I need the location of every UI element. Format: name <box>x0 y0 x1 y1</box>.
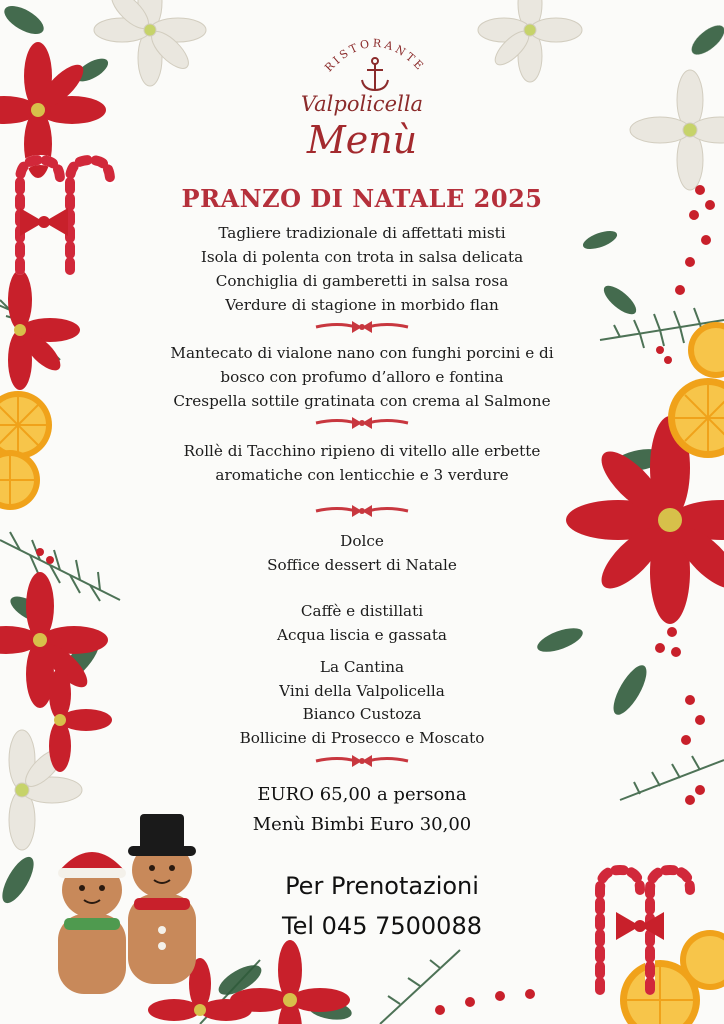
brand-name: Valpolicella <box>300 92 424 116</box>
menu-title: Menù <box>306 118 418 162</box>
menu-line: Mantecato di vialone nano con funghi porcini e di <box>170 344 554 362</box>
menu-line: Rollè di Tacchino ripieno di vitello alle erbette <box>183 442 541 460</box>
menu-line: Tagliere tradizionale di affettati misti <box>218 224 506 242</box>
ribbon-divider-icon <box>312 504 412 518</box>
menu-line: Crespella sottile gratinata con crema al Salmone <box>173 392 551 410</box>
menu-line: Bianco Custoza <box>302 705 422 723</box>
anchor-icon <box>358 56 392 94</box>
ribbon-divider-icon <box>312 416 412 430</box>
ribbon-divider-icon <box>312 320 412 334</box>
menu-line: Soffice dessert di Natale <box>267 556 457 574</box>
svg-text:RISTORANTE: RISTORANTE <box>322 36 428 75</box>
event-title: PRANZO DI NATALE 2025 <box>181 184 543 213</box>
booking-label: Per Prenotazioni <box>285 872 479 900</box>
booking-phone[interactable]: Tel 045 7500088 <box>282 912 482 940</box>
menu-line: Verdure di stagione in morbido flan <box>225 296 499 314</box>
menu-line: Conchiglia di gamberetti in salsa rosa <box>215 272 509 290</box>
ribbon-divider-icon <box>312 754 412 768</box>
menu-line: Dolce <box>340 532 384 550</box>
kids-price: Menù Bimbi Euro 30,00 <box>252 814 472 835</box>
menu-line: Bollicine di Prosecco e Moscato <box>239 729 485 747</box>
menu-line: Vini della Valpolicella <box>279 682 445 700</box>
menu-line: La Cantina <box>319 658 405 676</box>
menu-line: aromatiche con lenticchie e 3 verdure <box>215 466 509 484</box>
menu-line: Acqua liscia e gassata <box>276 626 447 644</box>
menu-line: Isola di polenta con trota in salsa delicata <box>200 248 524 266</box>
menu-line: bosco con profumo d’alloro e fontina <box>220 368 504 386</box>
menu-line: Caffè e distillati <box>300 602 424 620</box>
adult-price: EURO 65,00 a persona <box>257 784 467 805</box>
